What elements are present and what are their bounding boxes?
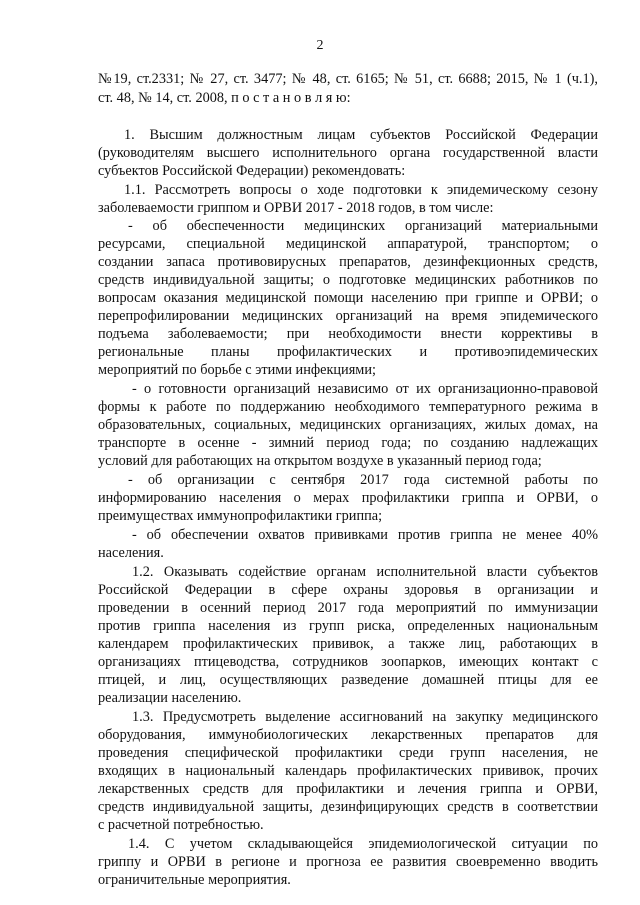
text-line: региональные планы профилактических и противоэпидемических [98, 344, 598, 360]
text-line: подъема заболеваемости; при необходимости внести коррективы в [98, 326, 598, 342]
text-line: - об обеспечении охватов прививками против гриппа не менее 40% [132, 527, 598, 543]
text-line: преимуществах иммунопрофилактики гриппа; [98, 508, 383, 524]
text-line: перепрофилировании медицинских организаций на время эпидемического [98, 308, 598, 324]
text-line: населения. [98, 545, 164, 561]
text-line: (руководителям высшего исполнительного органа государственной власти [98, 145, 598, 161]
text-line: Российской Федерации в сфере охраны здоровья в организации и [98, 582, 598, 598]
text-line: 1. Высшим должностным лицам субъектов Российской Федерации [124, 127, 598, 143]
text-line: ограничительные мероприятия. [98, 872, 291, 888]
text-line: организациях птицеводства, сотрудников зоопарков, имеющих контакт с [98, 654, 598, 670]
text-line: лекарственных средств для профилактики и лечения гриппа и ОРВИ, [98, 781, 598, 797]
text-line: формы к работе по поддержанию необходимого температурного режима в [98, 399, 598, 415]
text-line: заболеваемости гриппом и ОРВИ 2017 - 2018 годов, в том числе: [98, 200, 494, 216]
text-line: против гриппа населения из групп риска, определенных национальным [98, 618, 598, 634]
page-number: 2 [316, 38, 324, 53]
text-line: 1.2. Оказывать содействие органам исполнительной власти субъектов [132, 564, 598, 580]
text-line: оборудования, иммунобиологических лекарственных препаратов для [98, 727, 598, 743]
text-line: проведения специфической профилактики среди групп населения, не [98, 745, 598, 761]
text-line: реализации населению. [98, 690, 242, 706]
text-line: субъектов Российской Федерации) рекомендовать: [98, 163, 406, 179]
text-line: 1.4. С учетом складывающейся эпидемиологической ситуации по [128, 836, 598, 852]
text-line: календарем профилактических прививок, а также лиц, работающих в [98, 636, 598, 652]
text-line: мероприятий по борьбе с этими инфекциями; [98, 362, 376, 378]
text-line: гриппу и ОРВИ в регионе и прогноза ее развития своевременно вводить [98, 854, 598, 870]
text-line: - об обеспеченности медицинских организаций материальными [128, 218, 598, 234]
text-line: птицей, и лиц, осуществляющих разведение домашней птицы для ее [98, 672, 598, 688]
text-line: с расчетной потребностью. [98, 817, 264, 833]
text-line: проведении в осенний период 2017 года мероприятий по иммунизации [98, 600, 598, 616]
text-line: - об организации с сентября 2017 года системной работы по [128, 472, 598, 488]
text-line: транспорте в осенне - зимний период года; по созданию надлежащих [98, 435, 598, 451]
text-line: 1.3. Предусмотреть выделение ассигнований на закупку медицинского [132, 709, 598, 725]
text-line: 1.1. Рассмотреть вопросы о ходе подготовки к эпидемическому сезону [124, 182, 598, 198]
text-line: средств индивидуальной защиты; о подготовке медицинских работников по [98, 272, 598, 288]
text-line: средств индивидуальной защиты, дезинфицирующих средств в соответствии [98, 799, 598, 815]
text-line: №19, ст.2331; № 27, ст. 3477; № 48, ст. 6165; № 51, ст. 6688; 2015, № 1 (ч.1), [98, 71, 598, 87]
text-line: вопросам оказания медицинской помощи населению при гриппе и ОРВИ; о [98, 290, 598, 306]
text-line: ст. 48, № 14, ст. 2008, п о с т а н о в л я ю: [98, 90, 351, 106]
text-line: условий для работающих на открытом воздухе в указанный период года; [98, 453, 542, 469]
text-line: входящих в национальный календарь профилактических прививок, прочих [98, 763, 598, 779]
text-line: - о готовности организаций независимо от их организационно-правовой [132, 381, 598, 397]
text-line: создании запаса противовирусных препаратов, дезинфекционных средств, [98, 254, 598, 270]
text-line: ресурсами, специальной медицинской аппаратурой, транспортом; о [98, 236, 598, 252]
text-line: образовательных, социальных, медицинских организациях, жилых домах, на [98, 417, 598, 433]
text-line: информированию населения о мерах профилактики гриппа и ОРВИ, о [98, 490, 598, 506]
